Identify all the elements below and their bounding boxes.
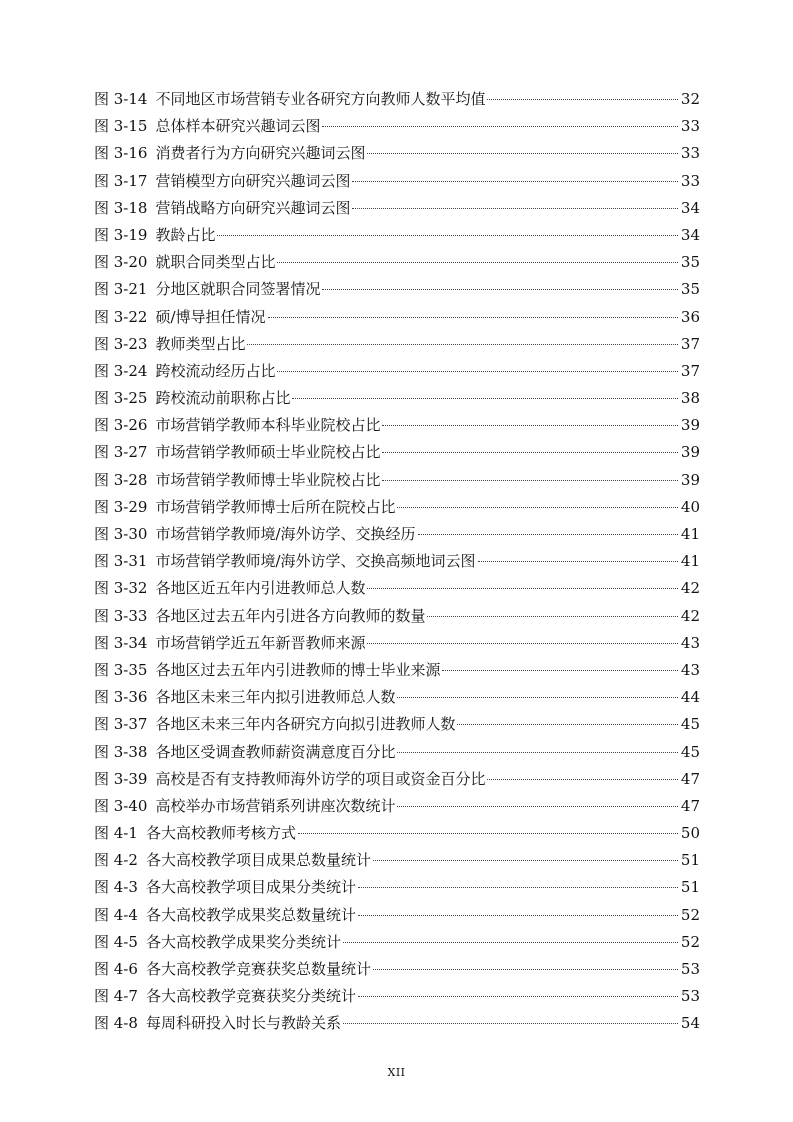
figure-title: 各地区近五年内引进教师总人数: [155, 579, 366, 598]
figure-title: 市场营销学教师境/海外访学、交换高频地词云图: [155, 552, 476, 571]
dot-leader: [358, 996, 678, 997]
toc-entry[interactable]: [94, 358, 700, 385]
page-ref: 53: [680, 960, 700, 978]
figure-title: 营销模型方向研究兴趣词云图: [155, 171, 351, 190]
figure-number: 图 4-8: [94, 1014, 138, 1033]
figure-title: 各地区未来三年内拟引进教师总人数: [155, 688, 396, 707]
figure-number: 图 3-30: [94, 525, 148, 543]
figure-title: 不同地区市场营销专业各研究方向教师人数平均值: [155, 90, 486, 108]
figure-title: 各地区过去五年内引进教师的博士毕业来源: [155, 660, 441, 679]
figure-number: 图 3-37: [94, 715, 148, 734]
toc-entry[interactable]: [94, 956, 700, 983]
toc-entry[interactable]: [94, 793, 700, 820]
figure-number: 图 3-25: [94, 389, 148, 408]
dot-leader: [382, 480, 678, 481]
page-ref: 44: [680, 688, 700, 707]
figure-title: 硕/博导担任情况: [155, 307, 266, 326]
figure-title: 各地区受调查教师薪资满意度百分比: [155, 742, 396, 761]
page-ref: 43: [680, 633, 700, 652]
figure-title: 市场营销学教师本科毕业院校占比: [155, 416, 381, 435]
dot-leader: [487, 779, 678, 780]
dot-leader: [358, 887, 678, 888]
figure-title: 每周科研投入时长与教龄关系: [145, 1014, 341, 1033]
page-ref: 52: [680, 905, 700, 924]
page-ref: 41: [680, 525, 700, 543]
figure-title: 总体样本研究兴趣词云图: [155, 117, 321, 136]
figure-number: 图 4-2: [94, 851, 138, 870]
figure-number: 图 3-38: [94, 742, 148, 761]
dot-leader: [487, 99, 678, 100]
toc-entry[interactable]: [94, 222, 700, 249]
figure-number: 图 4-7: [94, 987, 138, 1006]
figure-number: 图 4-6: [94, 960, 138, 978]
figure-number: 图 4-3: [94, 878, 138, 897]
toc-entry[interactable]: [94, 739, 700, 766]
toc-entry[interactable]: [94, 657, 700, 684]
page-ref: 43: [680, 660, 700, 679]
figure-title: 市场营销学教师博士后所在院校占比: [155, 497, 396, 516]
toc-entry[interactable]: [94, 575, 700, 602]
toc-entry[interactable]: [94, 249, 700, 276]
page-ref: 41: [680, 552, 700, 571]
figure-title: 跨校流动经历占比: [155, 361, 276, 380]
figure-number: 图 3-29: [94, 497, 148, 516]
figure-number: 图 3-19: [94, 225, 148, 244]
page-ref: 53: [680, 987, 700, 1006]
figure-number: 图 3-40: [94, 796, 148, 815]
page-ref: 39: [680, 470, 700, 489]
figure-title: 各大高校教师考核方式: [145, 824, 296, 843]
dot-leader: [397, 752, 678, 753]
figure-number: 图 3-15: [94, 117, 148, 136]
dot-leader: [442, 670, 678, 671]
figure-number: 图 3-23: [94, 334, 148, 353]
figure-title: 市场营销学近五年新晋教师来源: [155, 633, 366, 652]
toc-entry[interactable]: [94, 820, 700, 847]
dot-leader: [427, 616, 678, 617]
figure-title: 高校举办市场营销系列讲座次数统计: [155, 796, 396, 815]
dot-leader: [457, 724, 678, 725]
page-ref: 32: [680, 90, 700, 108]
figure-title: 消费者行为方向研究兴趣词云图: [155, 144, 366, 163]
dot-leader: [298, 833, 678, 834]
dot-leader: [367, 588, 678, 589]
figure-title: 各地区过去五年内引进各方向教师的数量: [155, 606, 426, 625]
figure-number: 图 4-5: [94, 932, 138, 951]
page-ref: 45: [680, 715, 700, 734]
figure-number: 图 3-16: [94, 144, 148, 163]
toc-entry[interactable]: [94, 684, 700, 711]
dot-leader: [343, 942, 678, 943]
toc-entry[interactable]: [94, 630, 700, 657]
figure-title: 就职合同类型占比: [155, 253, 276, 272]
toc-entry[interactable]: [94, 331, 700, 358]
page-ref: 33: [680, 117, 700, 136]
figure-number: 图 3-26: [94, 416, 148, 435]
toc-entry[interactable]: [94, 439, 700, 466]
dot-leader: [418, 534, 678, 535]
toc-entry[interactable]: [94, 983, 700, 1010]
toc-entry[interactable]: [94, 385, 700, 412]
dot-leader: [367, 153, 678, 154]
dot-leader: [352, 208, 678, 209]
figure-title: 市场营销学教师境/海外访学、交换经历: [155, 525, 416, 543]
page-ref: 40: [680, 497, 700, 516]
toc-entry[interactable]: [94, 521, 700, 548]
figure-number: 图 3-35: [94, 660, 148, 679]
page-ref: 39: [680, 416, 700, 435]
figure-number: 图 3-18: [94, 198, 148, 217]
figure-number: 图 3-39: [94, 769, 148, 788]
page-ref: 39: [680, 443, 700, 462]
toc-entry[interactable]: [94, 195, 700, 222]
toc-entry[interactable]: [94, 86, 700, 113]
figure-title: 市场营销学教师博士毕业院校占比: [155, 470, 381, 489]
dot-leader: [478, 561, 678, 562]
page-ref: 47: [680, 769, 700, 788]
page-ref: 37: [680, 334, 700, 353]
dot-leader: [373, 969, 678, 970]
figure-number: 图 3-21: [94, 280, 148, 299]
figure-title: 教龄占比: [155, 225, 216, 244]
dot-leader: [247, 344, 678, 345]
page-ref: 51: [680, 851, 700, 870]
dot-leader: [343, 1023, 678, 1024]
dot-leader: [397, 507, 678, 508]
figure-title: 市场营销学教师硕士毕业院校占比: [155, 443, 381, 462]
toc-entry[interactable]: [94, 847, 700, 874]
dot-leader: [217, 235, 678, 236]
dot-leader: [322, 289, 678, 290]
figure-title: 营销战略方向研究兴趣词云图: [155, 198, 351, 217]
figure-number: 图 3-36: [94, 688, 148, 707]
page-ref: 35: [680, 253, 700, 272]
toc-entry[interactable]: [94, 467, 700, 494]
page-ref: 42: [680, 606, 700, 625]
figure-title: 高校是否有支持教师海外访学的项目或资金百分比: [155, 769, 486, 788]
dot-leader: [277, 262, 678, 263]
page-ref: 47: [680, 796, 700, 815]
page-ref: 36: [680, 307, 700, 326]
page-number: XII: [387, 1066, 406, 1079]
toc-entry[interactable]: [94, 711, 700, 738]
dot-leader: [322, 126, 678, 127]
dot-leader: [352, 181, 678, 182]
figure-number: 图 3-14: [94, 90, 148, 108]
figure-number: 图 3-27: [94, 443, 148, 462]
page-ref: 35: [680, 280, 700, 299]
figure-title: 各大高校教学项目成果总数量统计: [145, 851, 371, 870]
toc-entry[interactable]: [94, 1010, 700, 1037]
page-ref: 33: [680, 144, 700, 163]
figure-title: 教师类型占比: [155, 334, 246, 353]
figure-title: 各大高校教学竞赛获奖总数量统计: [145, 960, 371, 978]
toc-entry[interactable]: [94, 603, 700, 630]
figure-number: 图 3-20: [94, 253, 148, 272]
figure-number: 图 3-24: [94, 361, 148, 380]
page-ref: 38: [680, 389, 700, 408]
page-ref: 33: [680, 171, 700, 190]
page-ref: 52: [680, 932, 700, 951]
figure-number: 图 3-32: [94, 579, 148, 598]
toc-entry[interactable]: [94, 140, 700, 167]
figure-number: 图 4-4: [94, 905, 138, 924]
page-ref: 42: [680, 579, 700, 598]
page-ref: 34: [680, 225, 700, 244]
dot-leader: [268, 317, 678, 318]
page-ref: 51: [680, 878, 700, 897]
dot-leader: [373, 860, 678, 861]
toc-entry[interactable]: [94, 494, 700, 521]
dot-leader: [277, 371, 678, 372]
figure-number: 图 3-34: [94, 633, 148, 652]
figure-title: 各大高校教学成果奖分类统计: [145, 932, 341, 951]
figure-number: 图 3-22: [94, 307, 148, 326]
toc-entry[interactable]: [94, 113, 700, 140]
figure-title: 各大高校教学竞赛获奖分类统计: [145, 987, 356, 1006]
toc-entry[interactable]: [94, 902, 700, 929]
page-ref: 34: [680, 198, 700, 217]
figure-number: 图 3-31: [94, 552, 148, 571]
figure-number: 图 3-33: [94, 606, 148, 625]
dot-leader: [397, 806, 678, 807]
dot-leader: [367, 643, 678, 644]
toc-entry[interactable]: [94, 304, 700, 331]
toc-entry[interactable]: [94, 412, 700, 439]
figure-title: 分地区就职合同签署情况: [155, 280, 321, 299]
figure-title: 各地区未来三年内各研究方向拟引进教师人数: [155, 715, 456, 734]
page-ref: 54: [680, 1014, 700, 1033]
toc-entry[interactable]: [94, 276, 700, 303]
page-ref: 37: [680, 361, 700, 380]
figure-number: 图 3-28: [94, 470, 148, 489]
figure-number: 图 4-1: [94, 824, 138, 843]
toc-entry[interactable]: [94, 548, 700, 575]
figure-title: 各大高校教学成果奖总数量统计: [145, 905, 356, 924]
dot-leader: [358, 915, 678, 916]
figure-title: 跨校流动前职称占比: [155, 389, 291, 408]
toc-entry[interactable]: [94, 874, 700, 901]
toc-entry[interactable]: [94, 168, 700, 195]
figure-list: [94, 86, 700, 1038]
toc-entry[interactable]: [94, 929, 700, 956]
dot-leader: [382, 452, 678, 453]
dot-leader: [292, 398, 678, 399]
dot-leader: [382, 425, 678, 426]
page-ref: 50: [680, 824, 700, 843]
figure-number: 图 3-17: [94, 171, 148, 190]
figure-title: 各大高校教学项目成果分类统计: [145, 878, 356, 897]
page-ref: 45: [680, 742, 700, 761]
toc-entry[interactable]: [94, 766, 700, 793]
dot-leader: [397, 697, 678, 698]
